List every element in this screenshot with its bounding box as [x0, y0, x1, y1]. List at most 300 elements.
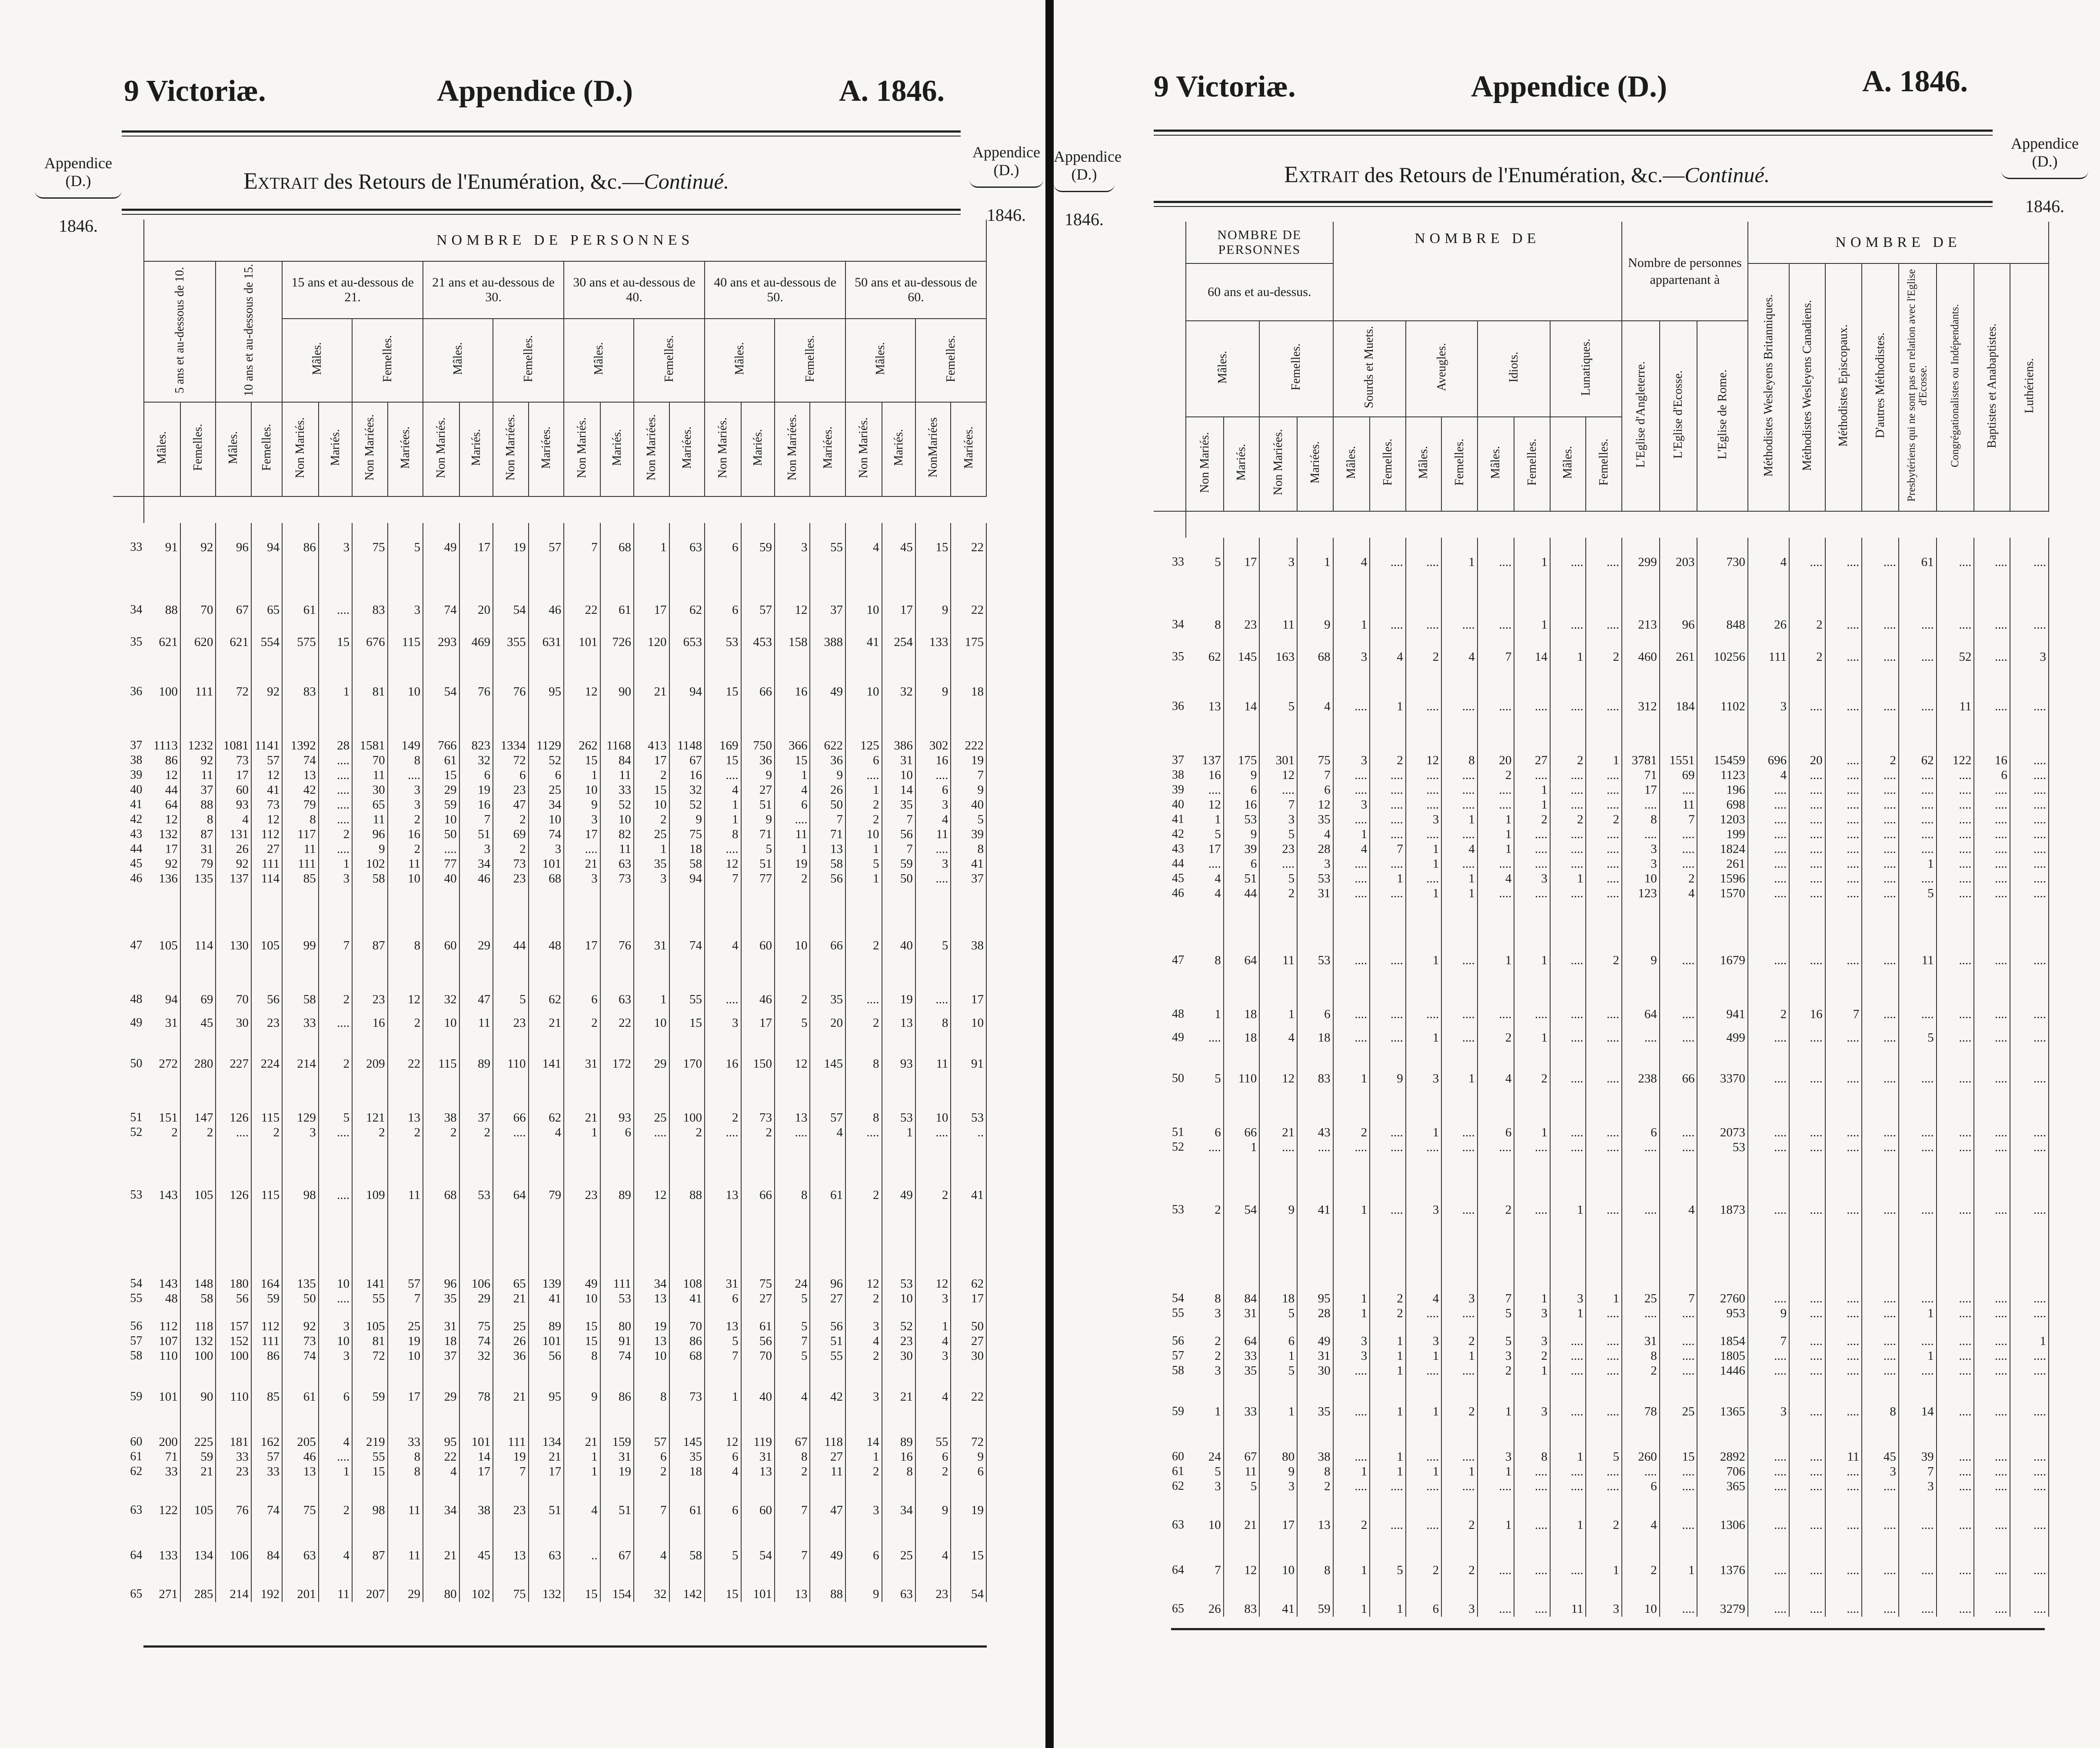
table-cell: 122: [144, 1479, 180, 1518]
table-row: [113, 783, 986, 798]
table-cell: 76: [459, 650, 493, 699]
table-cell: 49: [423, 523, 459, 555]
table-cell: 3: [459, 842, 493, 857]
table-cell: ....: [1660, 1364, 1697, 1378]
table-cell: 3: [1333, 714, 1370, 768]
table-cell: ....: [1974, 1465, 2010, 1479]
table-cell: 2: [1478, 1155, 1514, 1218]
table-cell: 8: [1186, 901, 1224, 968]
table-cell: 31: [180, 842, 216, 857]
table-cell: 32: [459, 753, 493, 768]
table-cell: 261: [1697, 857, 1747, 872]
table-row: [1154, 857, 2049, 872]
table-cell: ....: [1862, 1140, 1899, 1155]
table-cell: ....: [1748, 901, 1789, 968]
table-cell: ....: [1974, 901, 2010, 968]
table-cell: ....: [1825, 901, 1862, 968]
row-number: 36: [130, 685, 143, 698]
table-cell: 8: [1441, 714, 1478, 768]
table-cell: ....: [1514, 1479, 1550, 1494]
row-number: 33: [1172, 555, 1185, 569]
row-number: 37: [130, 739, 143, 752]
table-cell: 67: [216, 555, 251, 618]
table-cell: ....: [1974, 1086, 2010, 1140]
table-cell: 88: [144, 555, 180, 618]
table-cell: 10: [634, 1007, 669, 1031]
table-cell: 2: [1186, 1321, 1224, 1349]
table-cell: 12: [1186, 798, 1224, 812]
table-cell: 7: [810, 812, 845, 827]
row-number: 45: [130, 857, 143, 870]
table-cell: 5: [1478, 1321, 1514, 1349]
table-cell: ....: [1748, 842, 1789, 857]
table-cell: 3: [1406, 1155, 1442, 1218]
table-cell: 59: [180, 1450, 216, 1465]
table-cell: 2: [319, 827, 352, 842]
denomination-header: Méthodistes Wesleyens Canadiens.: [1789, 263, 1825, 511]
table-row: [1154, 1378, 2049, 1419]
table-cell: 38: [459, 1479, 493, 1518]
table-cell: 143: [144, 1140, 180, 1203]
table-cell: 11: [775, 827, 810, 842]
table-cell: 59: [882, 857, 915, 872]
table-cell: 7: [1748, 1321, 1789, 1349]
table-cell: 4: [915, 1364, 951, 1405]
table-cell: ....: [1550, 1533, 1586, 1578]
table-cell: 29: [634, 1031, 669, 1072]
table-cell: 38: [423, 1072, 459, 1125]
table-cell: 101: [529, 1334, 564, 1349]
table-cell: 40: [423, 872, 459, 886]
table-cell: ....: [1899, 1533, 1937, 1578]
table-cell: ....: [1974, 1140, 2010, 1155]
row-number: 34: [130, 603, 143, 616]
table-row: [113, 650, 986, 699]
table-cell: 10: [1259, 1533, 1297, 1578]
table-cell: ....: [1974, 1045, 2010, 1086]
column-header: Non Mariés.: [282, 402, 319, 496]
table-cell: 23: [493, 783, 529, 798]
table-cell: 19: [882, 953, 915, 1007]
table-cell: ....: [1789, 1022, 1825, 1045]
table-row: [113, 768, 986, 783]
table-cell: 1: [1406, 1378, 1442, 1419]
table-cell: 111: [600, 1203, 634, 1292]
table-cell: 112: [144, 1306, 180, 1334]
table-cell: 80: [600, 1306, 634, 1334]
table-cell: 2: [388, 1007, 423, 1031]
table-cell: 29: [423, 1364, 459, 1405]
table-cell: ....: [1660, 842, 1697, 857]
table-cell: ....: [1937, 1218, 1974, 1306]
table-cell: 1446: [1697, 1364, 1747, 1378]
table-cell: ....: [1974, 1306, 2010, 1321]
table-cell: 5: [915, 886, 951, 953]
table-cell: 45: [1862, 1419, 1899, 1465]
column-header: NonMariées: [915, 402, 951, 496]
table-cell: 62: [529, 1072, 564, 1125]
row-number: 49: [130, 1016, 143, 1029]
side-sub: (D.): [65, 172, 91, 190]
table-cell: 10: [388, 872, 423, 886]
table-cell: 1: [1406, 1349, 1442, 1364]
table-cell: 2: [1748, 968, 1789, 1022]
table-cell: 7: [775, 1518, 810, 1563]
table-cell: ....: [1899, 633, 1937, 665]
table-cell: 17: [529, 1465, 564, 1479]
column-header: Mâles.: [216, 402, 251, 496]
table-cell: 4: [915, 1518, 951, 1563]
table-cell: 1: [1406, 857, 1442, 872]
group-header: Nombre de personnes appartenant à: [1622, 222, 1748, 321]
table-cell: 4: [705, 783, 741, 798]
table-cell: 59: [423, 798, 459, 812]
table-cell: 41: [951, 857, 986, 872]
table-cell: ....: [1974, 1578, 2010, 1617]
table-cell: 6: [951, 1465, 986, 1479]
table-cell: ....: [1899, 1155, 1937, 1218]
table-cell: 2: [1622, 1364, 1660, 1378]
table-cell: 1: [845, 783, 882, 798]
table-cell: 35: [1224, 1364, 1260, 1378]
row-number: 43: [1172, 842, 1185, 856]
table-cell: 2: [180, 1125, 216, 1140]
table-cell: 730: [1697, 538, 1747, 570]
table-cell: 1: [1899, 1306, 1937, 1321]
table-cell: 5: [1186, 1045, 1224, 1086]
table-cell: 10: [1186, 1494, 1224, 1533]
table-cell: 7: [1186, 1533, 1224, 1578]
table-cell: 1: [845, 1450, 882, 1465]
table-cell: 16: [1186, 768, 1224, 783]
table-cell: 175: [951, 618, 986, 650]
table-cell: 8: [282, 812, 319, 827]
table-cell: 4: [1259, 1022, 1297, 1045]
table-cell: 16: [459, 798, 493, 812]
table-cell: 7: [1259, 798, 1297, 812]
table-body: [113, 496, 986, 1602]
column-header: Femelles.: [1441, 417, 1478, 511]
column-header: Mariées.: [388, 402, 423, 496]
table-cell: ....: [1748, 798, 1789, 812]
table-cell: 2: [564, 1007, 600, 1031]
table-cell: 2: [845, 1140, 882, 1203]
table-cell: 81: [352, 650, 388, 699]
table-cell: 126: [216, 1140, 251, 1203]
table-cell: ....: [319, 1140, 352, 1203]
table-cell: ....: [2010, 798, 2049, 812]
table-cell: 145: [669, 1405, 705, 1450]
table-cell: 51: [741, 798, 775, 812]
table-cell: 17: [459, 1465, 493, 1479]
row-number: 62: [130, 1465, 143, 1478]
table-cell: 17: [634, 753, 669, 768]
table-cell: ....: [1406, 1494, 1442, 1533]
table-cell: 262: [564, 699, 600, 753]
table-cell: 107: [144, 1334, 180, 1349]
table-cell: 49: [1297, 1321, 1333, 1349]
table-cell: ....: [1899, 570, 1937, 633]
table-cell: 102: [459, 1563, 493, 1602]
table-cell: 95: [1297, 1218, 1333, 1306]
table-cell: ....: [1899, 968, 1937, 1022]
table-cell: 5: [775, 1007, 810, 1031]
side-label: Appendice: [972, 143, 1040, 161]
table-cell: 15: [564, 1334, 600, 1349]
table-cell: 17: [882, 555, 915, 618]
table-cell: 27: [741, 1292, 775, 1306]
table-cell: 142: [669, 1563, 705, 1602]
table-cell: 11: [1224, 1465, 1260, 1479]
table-cell: ....: [1478, 798, 1514, 812]
table-cell: 53: [459, 1140, 493, 1203]
table-cell: 2: [1514, 812, 1550, 827]
table-cell: ....: [1937, 886, 1974, 901]
row-number: 40: [130, 783, 143, 796]
table-cell: 8: [1622, 812, 1660, 827]
table-cell: ....: [1789, 1479, 1825, 1494]
table-cell: ....: [2010, 1578, 2049, 1617]
table-cell: 53: [1297, 901, 1333, 968]
table-cell: ....: [775, 1125, 810, 1140]
table-cell: 27: [251, 842, 282, 857]
table-cell: ....: [1186, 1022, 1224, 1045]
table-cell: 16: [352, 1007, 388, 1031]
table-cell: 9: [915, 650, 951, 699]
table-cell: 58: [669, 857, 705, 872]
table-cell: ....: [1937, 1494, 1974, 1533]
table-cell: 8: [388, 1465, 423, 1479]
table-cell: ....: [1825, 1140, 1862, 1155]
table-cell: 10: [388, 1349, 423, 1364]
table-cell: 11: [388, 1518, 423, 1563]
column-header: Non Mariées.: [775, 402, 810, 496]
data-table: [113, 220, 987, 1602]
table-cell: 73: [282, 1334, 319, 1349]
table-cell: ....: [1748, 857, 1789, 872]
table-cell: 15: [775, 753, 810, 768]
table-cell: ....: [1586, 842, 1622, 857]
denomination-header: Baptistes et Anabaptistes.: [1974, 263, 2010, 511]
table-cell: 2: [1186, 1349, 1224, 1364]
table-cell: 154: [600, 1563, 634, 1602]
table-cell: 1: [564, 1125, 600, 1140]
table-cell: 8: [1862, 1378, 1899, 1419]
table-cell: 17: [951, 953, 986, 1007]
table-cell: ....: [1550, 1022, 1586, 1045]
table-cell: 66: [1224, 1086, 1260, 1140]
table-cell: ....: [1789, 1155, 1825, 1218]
table-cell: 3: [388, 783, 423, 798]
spacer-row: [113, 496, 986, 523]
table-cell: ....: [1660, 1494, 1697, 1533]
table-cell: 33: [282, 1007, 319, 1031]
table-cell: 60: [741, 1479, 775, 1518]
table-cell: 77: [423, 857, 459, 872]
table-cell: ....: [1789, 538, 1825, 570]
table-cell: 74: [251, 1479, 282, 1518]
table-cell: 101: [564, 618, 600, 650]
table-cell: ....: [2010, 665, 2049, 714]
table-cell: 11: [459, 1007, 493, 1031]
table-cell: 100: [180, 1349, 216, 1364]
table-cell: 64: [1224, 1321, 1260, 1349]
table-cell: 17: [564, 886, 600, 953]
table-cell: ....: [1514, 857, 1550, 872]
row-number: 43: [130, 827, 143, 841]
table-cell: 34: [459, 857, 493, 872]
table-cell: 214: [282, 1031, 319, 1072]
table-cell: 52: [529, 753, 564, 768]
table-cell: 16: [915, 753, 951, 768]
table-cell: 4: [529, 1125, 564, 1140]
header-rule-thin: [1154, 135, 1993, 136]
table-cell: 67: [669, 753, 705, 768]
table-cell: 120: [634, 618, 669, 650]
table-cell: 19: [775, 857, 810, 872]
table-cell: 5: [705, 1334, 741, 1349]
table-cell: ....: [1899, 783, 1937, 798]
table-cell: 21: [1259, 1086, 1297, 1140]
table-cell: ....: [1550, 901, 1586, 968]
table-cell: 3: [1862, 1465, 1899, 1479]
table-cell: ....: [1862, 1364, 1899, 1378]
table-cell: 12: [1259, 1045, 1297, 1086]
table-cell: 21: [882, 1364, 915, 1405]
table-cell: 25: [529, 783, 564, 798]
table-cell: ....: [1660, 968, 1697, 1022]
table-cell: 80: [1259, 1419, 1297, 1465]
table-cell: 101: [741, 1563, 775, 1602]
table-cell: 5: [388, 523, 423, 555]
table-cell: ....: [1825, 1155, 1862, 1218]
table-cell: 9: [1370, 1045, 1406, 1086]
table-cell: ....: [1937, 1140, 1974, 1155]
table-cell: ....: [1937, 1045, 1974, 1086]
table-cell: 95: [529, 1364, 564, 1405]
table-cell: 386: [882, 699, 915, 753]
table-cell: 10256: [1697, 633, 1747, 665]
table-cell: 1: [1259, 1349, 1297, 1364]
table-cell: ....: [1478, 968, 1514, 1022]
sex-header: Mâles.: [1186, 321, 1259, 417]
table-cell: 18: [669, 842, 705, 857]
table-cell: 137: [216, 872, 251, 886]
data-table: [1154, 222, 2049, 1617]
table-cell: 10: [564, 1292, 600, 1306]
table-row: [1154, 886, 2049, 901]
table-cell: ....: [1789, 842, 1825, 857]
table-cell: ....: [705, 1125, 741, 1140]
table-cell: 1: [1406, 1465, 1442, 1479]
table-cell: 2: [845, 798, 882, 812]
table-cell: 366: [775, 699, 810, 753]
table-cell: 8: [1186, 570, 1224, 633]
table-cell: 92: [180, 523, 216, 555]
table-row: [113, 842, 986, 857]
table-cell: 2: [1514, 1045, 1550, 1086]
table-cell: 9: [1297, 570, 1333, 633]
table-cell: 28: [319, 699, 352, 753]
table-cell: 68: [529, 872, 564, 886]
table-cell: 71: [1622, 768, 1660, 783]
table-cell: 82: [600, 827, 634, 842]
table-cell: 71: [144, 1450, 180, 1465]
table-cell: 3: [1514, 1321, 1550, 1349]
table-cell: ....: [1660, 1022, 1697, 1045]
table-row: [113, 953, 986, 1007]
row-number: 57: [1172, 1349, 1185, 1362]
table-cell: ....: [1622, 1306, 1660, 1321]
table-cell: 10: [915, 1072, 951, 1125]
table-cell: 13: [634, 1334, 669, 1349]
table-cell: 26: [1748, 570, 1789, 633]
sex-header: Femelles.: [915, 319, 986, 402]
table-cell: ....: [1333, 857, 1370, 872]
table-cell: 260: [1622, 1419, 1660, 1465]
table-cell: ....: [1748, 812, 1789, 827]
table-cell: 23: [882, 1334, 915, 1349]
table-cell: ....: [1514, 968, 1550, 1022]
table-cell: 224: [251, 1031, 282, 1072]
table-cell: ....: [1825, 798, 1862, 812]
table-cell: 1: [319, 1465, 352, 1479]
table-row: [113, 1450, 986, 1465]
table-cell: 15: [564, 1306, 600, 1334]
table-cell: 8: [180, 812, 216, 827]
table-cell: 56: [810, 872, 845, 886]
table-cell: 15: [423, 768, 459, 783]
row-number: 46: [1172, 886, 1185, 900]
table-cell: 92: [282, 1306, 319, 1334]
table-row: [113, 555, 986, 618]
table-cell: 40: [882, 886, 915, 953]
table-cell: ....: [1937, 1378, 1974, 1419]
table-cell: 1306: [1697, 1494, 1747, 1533]
table-cell: 51: [810, 1334, 845, 1349]
table-cell: 2: [1550, 714, 1586, 768]
table-cell: 18: [423, 1334, 459, 1349]
header-center: Appendice (D.): [437, 74, 633, 108]
table-cell: ....: [1550, 798, 1586, 812]
table-cell: 32: [882, 650, 915, 699]
table-cell: 110: [1224, 1045, 1260, 1086]
table-cell: 30: [882, 1349, 915, 1364]
table-cell: 66: [741, 650, 775, 699]
table-cell: 2: [915, 1465, 951, 1479]
table-cell: 1148: [669, 699, 705, 753]
table-cell: ....: [1789, 901, 1825, 968]
table-cell: 30: [352, 783, 388, 798]
table-cell: ....: [1789, 1364, 1825, 1378]
table-cell: ....: [1862, 768, 1899, 783]
table-cell: 16: [669, 768, 705, 783]
table-cell: ....: [1406, 665, 1442, 714]
left-page: [0, 0, 1047, 1748]
table-cell: 8: [1622, 1349, 1660, 1364]
table-cell: 172: [600, 1031, 634, 1072]
table-cell: ....: [1186, 857, 1224, 872]
table-cell: ....: [1789, 1045, 1825, 1086]
table-row: [113, 872, 986, 886]
table-cell: 61: [600, 555, 634, 618]
table-cell: 953: [1697, 1306, 1747, 1321]
table-cell: ....: [1333, 1140, 1370, 1155]
table-cell: 98: [282, 1140, 319, 1203]
table-cell: ....: [1937, 783, 1974, 798]
table-cell: ....: [705, 953, 741, 1007]
table-cell: ....: [1825, 538, 1862, 570]
